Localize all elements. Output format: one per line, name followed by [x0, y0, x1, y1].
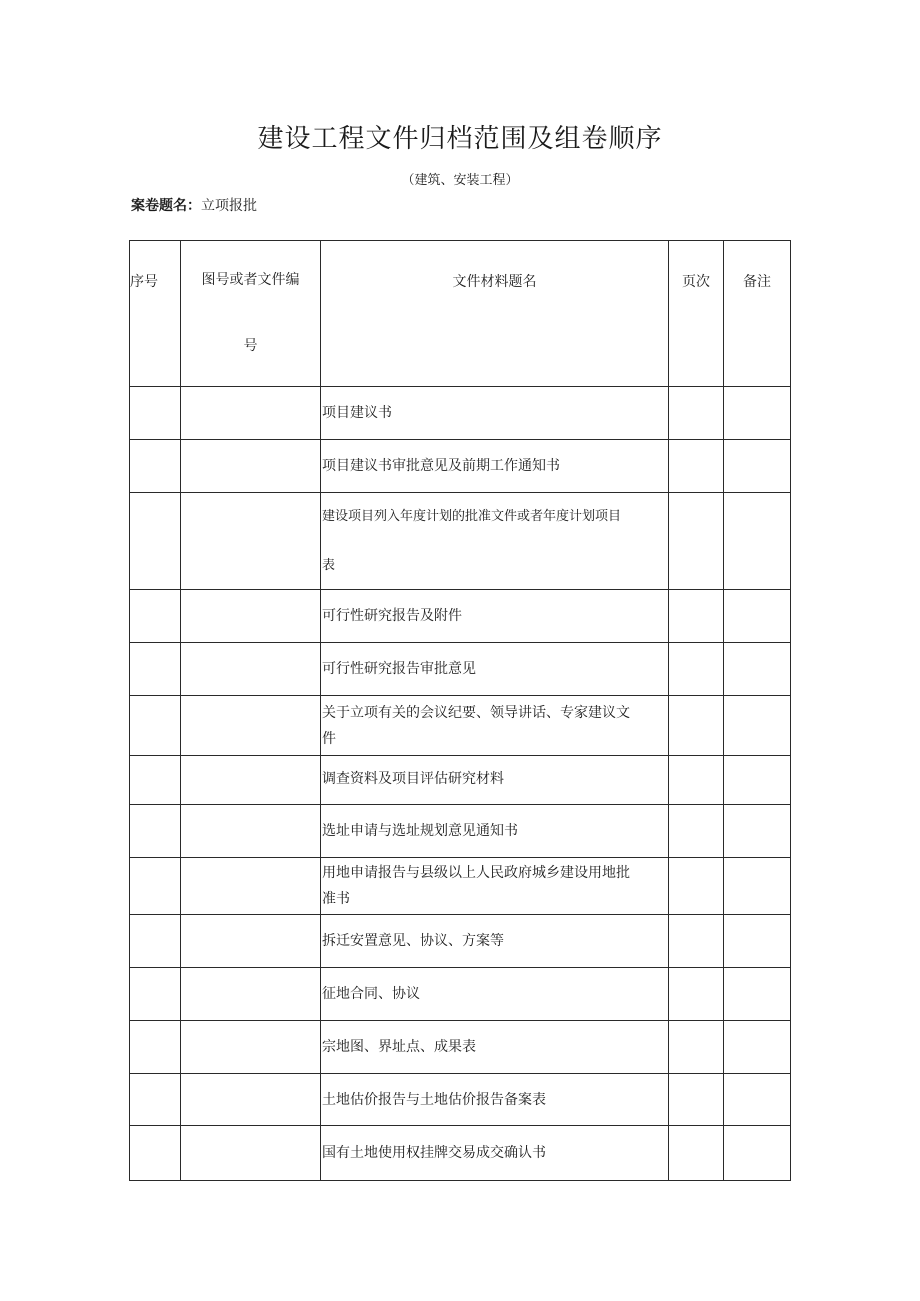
cell-pages	[669, 805, 724, 858]
header-drawing-number	[181, 241, 321, 387]
cell-serial	[130, 805, 181, 858]
cell-pages	[669, 643, 724, 696]
cell-file-title-line2: 表	[322, 557, 336, 573]
cell-serial	[130, 756, 181, 805]
table-row	[130, 696, 791, 756]
cell-file-title: 可行性研究报告及附件	[321, 590, 669, 643]
header-drawing-number-line1: 图号或者文件编	[201, 272, 300, 288]
table-row	[130, 1021, 791, 1074]
table-row	[130, 440, 791, 493]
cell-file-title-line1: 建设项目列入年度计划的批准文件或者年度计划项目	[322, 508, 622, 524]
cell-file-title: 拆迁安置意见、协议、方案等	[321, 915, 669, 968]
cell-pages	[669, 1021, 724, 1074]
cell-serial	[130, 493, 181, 590]
table-row	[130, 805, 791, 858]
cell-remarks	[724, 756, 791, 805]
cell-drawing-number	[181, 858, 321, 915]
cell-pages	[669, 440, 724, 493]
cell-file-title: 国有土地使用权挂牌交易成交确认书	[321, 1126, 669, 1181]
table-row	[130, 915, 791, 968]
table-row	[130, 858, 791, 915]
header-serial: 序号	[130, 241, 181, 387]
header-drawing-number-line2: 号	[243, 338, 258, 354]
cell-file-title: 项目建议书审批意见及前期工作通知书	[321, 440, 669, 493]
cell-serial	[130, 643, 181, 696]
cell-serial	[130, 696, 181, 756]
cell-serial	[130, 858, 181, 915]
cell-remarks	[724, 858, 791, 915]
table-header-row	[130, 241, 791, 387]
cell-drawing-number	[181, 968, 321, 1021]
cell-file-title: 调查资料及项目评估研究材料	[321, 756, 669, 805]
cell-file-title-line1: 用地申请报告与县级以上人民政府城乡建设用地批	[322, 865, 630, 881]
case-title	[131, 195, 257, 215]
cell-file-title: 选址申请与选址规划意见通知书	[321, 805, 669, 858]
table-row	[130, 1074, 791, 1126]
cell-drawing-number	[181, 1074, 321, 1126]
cell-drawing-number	[181, 1126, 321, 1181]
cell-pages	[669, 1126, 724, 1181]
cell-drawing-number	[181, 696, 321, 756]
cell-remarks	[724, 590, 791, 643]
cell-pages	[669, 590, 724, 643]
cell-remarks	[724, 493, 791, 590]
cell-file-title: 可行性研究报告审批意见	[321, 643, 669, 696]
cell-remarks	[724, 968, 791, 1021]
cell-pages	[669, 387, 724, 440]
cell-file-title: 宗地图、界址点、成果表	[321, 1021, 669, 1074]
cell-file-title-line1: 关于立项有关的会议纪要、领导讲话、专家建议文	[322, 704, 630, 721]
cell-file-title-line2: 准书	[322, 891, 350, 907]
cell-remarks	[724, 387, 791, 440]
cell-pages	[669, 493, 724, 590]
cell-drawing-number	[181, 440, 321, 493]
cell-drawing-number	[181, 915, 321, 968]
cell-pages	[669, 1074, 724, 1126]
cell-file-title: 土地估价报告与土地估价报告备案表	[321, 1074, 669, 1126]
cell-pages	[669, 858, 724, 915]
cell-file-title	[321, 696, 669, 756]
cell-file-title: 项目建议书	[321, 387, 669, 440]
cell-pages	[669, 915, 724, 968]
cell-serial	[130, 440, 181, 493]
cell-serial	[130, 1126, 181, 1181]
cell-remarks	[724, 440, 791, 493]
page-title: 建设工程文件归档范围及组卷顺序	[257, 124, 663, 154]
cell-drawing-number	[181, 590, 321, 643]
table-row	[130, 493, 791, 590]
case-title-value: 立项报批	[201, 198, 257, 214]
cell-pages	[669, 968, 724, 1021]
cell-remarks	[724, 805, 791, 858]
cell-remarks	[724, 1074, 791, 1126]
table-row	[130, 756, 791, 805]
cell-remarks	[724, 1021, 791, 1074]
cell-serial	[130, 1021, 181, 1074]
cell-drawing-number	[181, 1021, 321, 1074]
cell-serial	[130, 915, 181, 968]
cell-remarks	[724, 915, 791, 968]
cell-serial	[130, 387, 181, 440]
cell-file-title	[321, 858, 669, 915]
table-row	[130, 643, 791, 696]
cell-drawing-number	[181, 387, 321, 440]
archive-table	[129, 240, 791, 1181]
cell-pages	[669, 696, 724, 756]
page-subtitle: （建筑、安装工程）	[401, 173, 519, 188]
cell-file-title: 征地合同、协议	[321, 968, 669, 1021]
cell-remarks	[724, 696, 791, 756]
cell-file-title	[321, 493, 669, 590]
cell-drawing-number	[181, 493, 321, 590]
table-row	[130, 1126, 791, 1181]
case-title-label: 案卷题名：	[131, 198, 201, 214]
cell-remarks	[724, 1126, 791, 1181]
table-row	[130, 387, 791, 440]
header-file-title: 文件材料题名	[321, 241, 669, 387]
table-row	[130, 590, 791, 643]
cell-remarks	[724, 643, 791, 696]
cell-file-title-line2: 件	[322, 730, 336, 747]
cell-serial	[130, 590, 181, 643]
cell-drawing-number	[181, 756, 321, 805]
cell-drawing-number	[181, 805, 321, 858]
table-row	[130, 968, 791, 1021]
cell-serial	[130, 968, 181, 1021]
cell-drawing-number	[181, 643, 321, 696]
header-remarks: 备注	[724, 241, 791, 387]
header-pages: 页次	[669, 241, 724, 387]
cell-pages	[669, 756, 724, 805]
cell-serial	[130, 1074, 181, 1126]
